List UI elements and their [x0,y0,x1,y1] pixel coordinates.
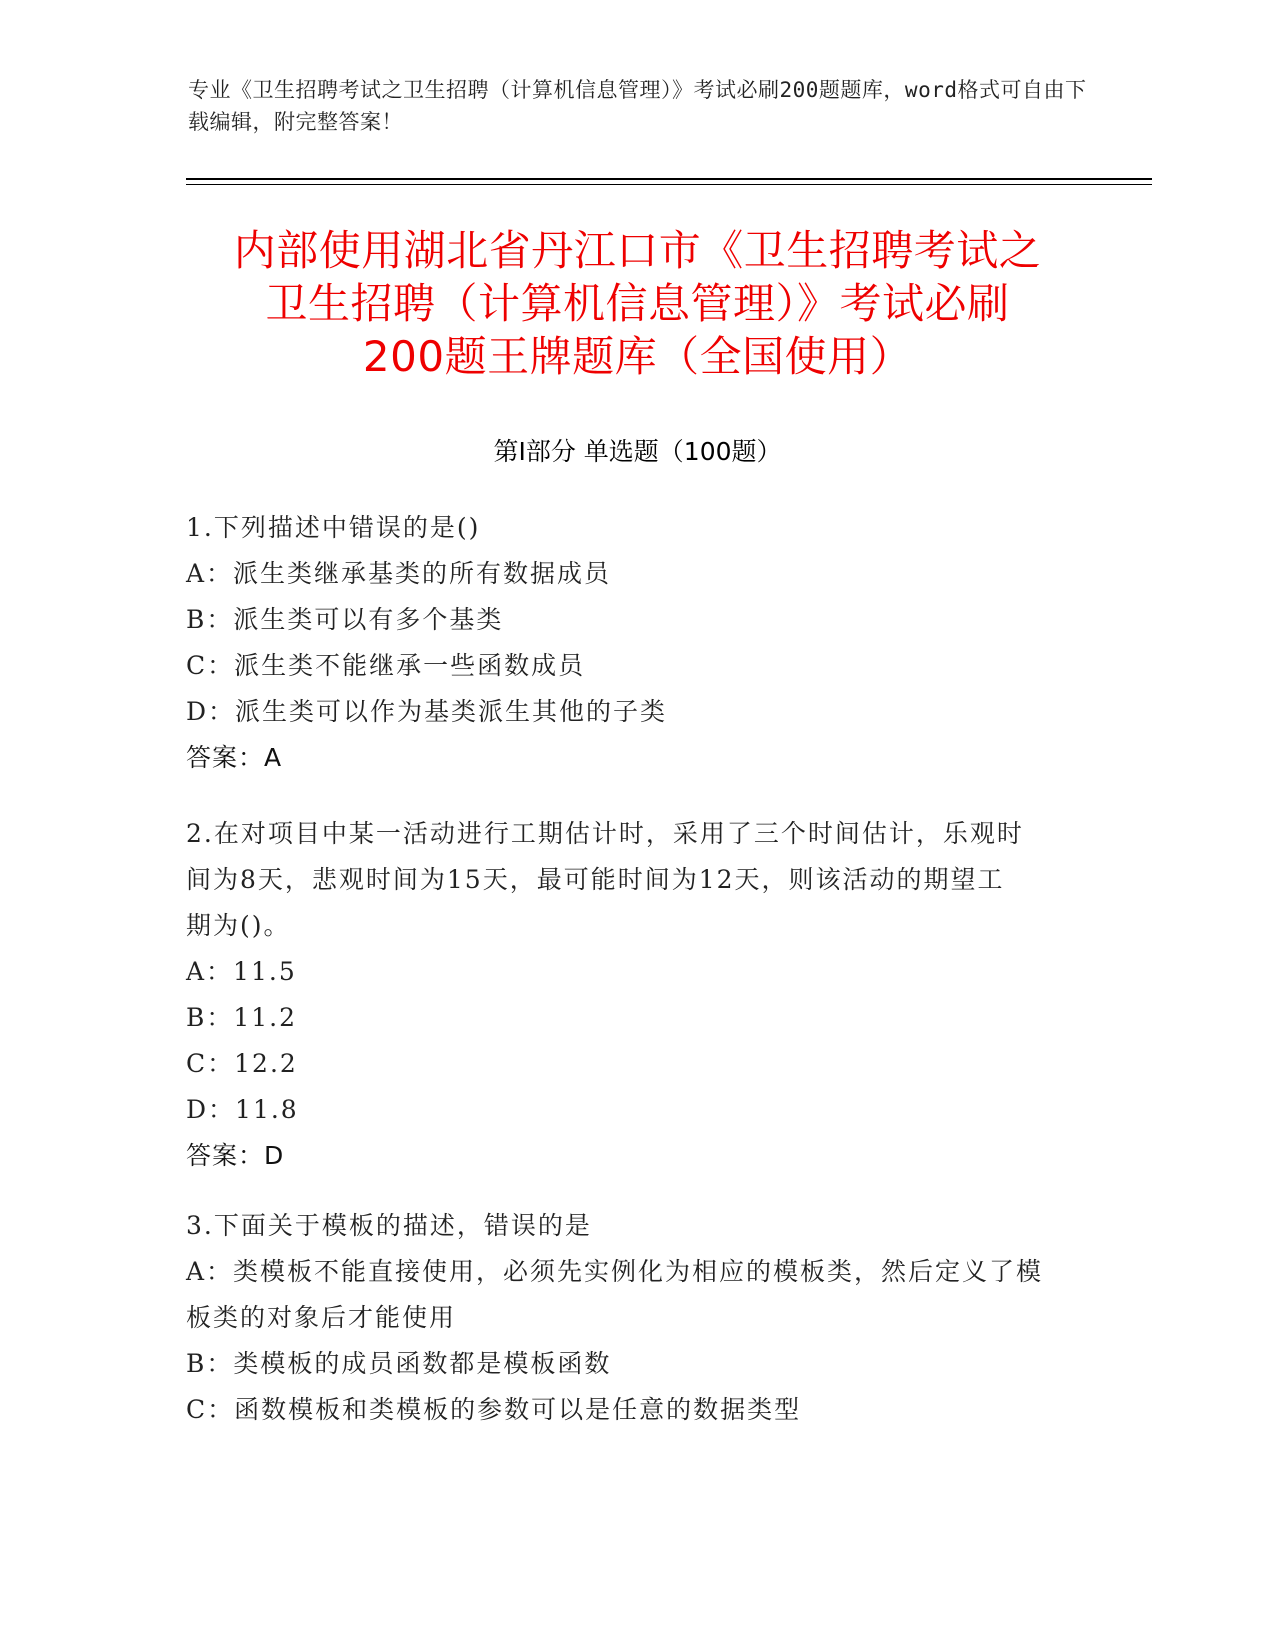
title-line-2: 卫生招聘（计算机信息管理）》考试必刷 [265,279,1010,328]
title-line-3: 200题王牌题库（全国使用） [362,332,913,381]
option-a: A：11.5 [186,957,297,986]
option-a: A：类模板不能直接使用，必须先实例化为相应的模板类，然后定义了模板类的对象后才能使用 [186,1257,1044,1332]
question-stem: 2.在对项目中某一活动进行工期估计时，采用了三个时间估计，乐观时间为8天，悲观时间为15天，最可能时间为12天，则该活动的期望工期为()。 [186,819,1024,940]
title-line-1: 内部使用湖北省丹江口市《卫生招聘考试之 [233,226,1042,275]
document-title [150,224,1125,383]
answer-label: 答案：A [186,743,283,772]
question-stem: 3.下面关于模板的描述，错误的是 [186,1211,592,1240]
header-note: 专业《卫生招聘考试之卫生招聘（计算机信息管理）》考试必刷200题题库，word格式可自由下载编辑，附完整答案！ [188,78,1087,134]
option-a: A：派生类继承基类的所有数据成员 [186,559,612,588]
header-rule-thick [186,178,1152,180]
section-title: 第I部分 单选题（100题） [493,437,782,466]
header-rule-thin [186,184,1152,185]
question-2 [186,811,1031,1179]
answer-label: 答案：D [186,1141,285,1170]
option-c: C：12.2 [186,1049,298,1078]
option-d: D：派生类可以作为基类派生其他的子类 [186,697,668,726]
option-c: C：函数模板和类模板的参数可以是任意的数据类型 [186,1395,802,1424]
question-3 [186,1203,1046,1433]
question-1 [186,505,1086,781]
option-b: B：11.2 [186,1003,298,1032]
option-d: D：11.8 [186,1095,299,1124]
question-stem: 1.下列描述中错误的是() [186,513,481,542]
option-b: B：派生类可以有多个基类 [186,605,504,634]
option-b: B：类模板的成员函数都是模板函数 [186,1349,612,1378]
option-c: C：派生类不能继承一些函数成员 [186,651,586,680]
